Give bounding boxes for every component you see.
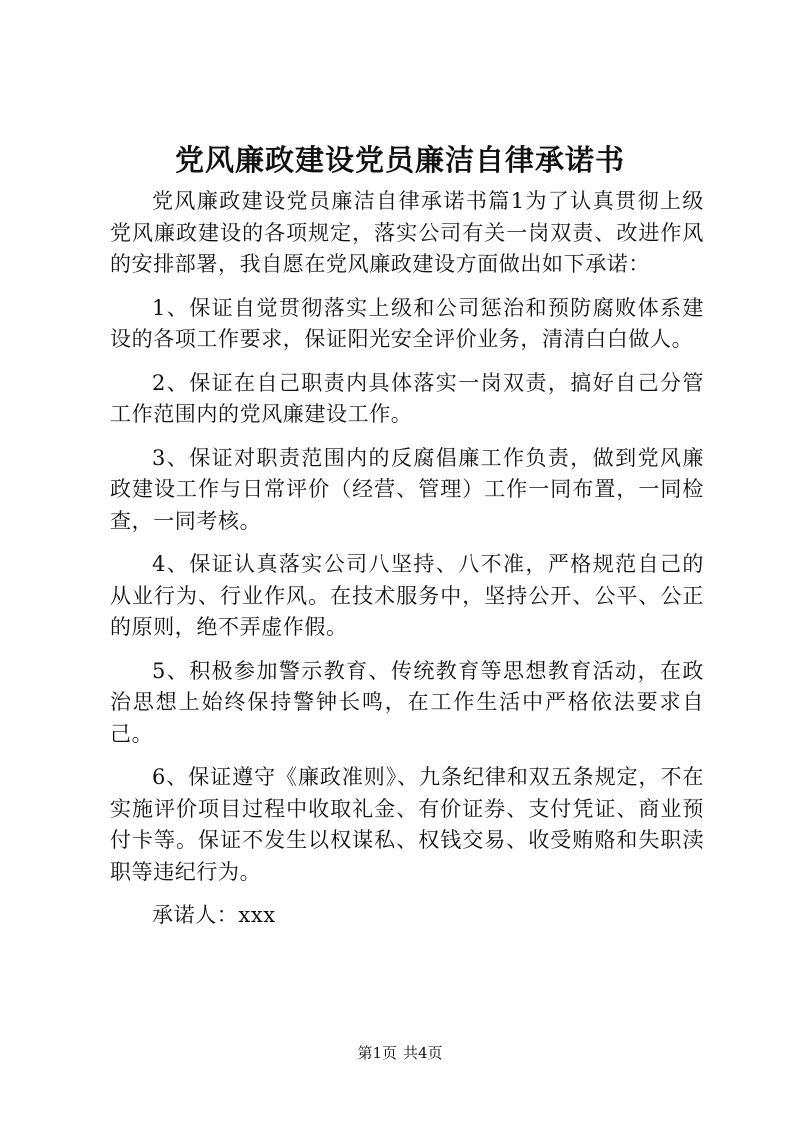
intro-paragraph: 党风廉政建设党员廉洁自律承诺书篇1为了认真贯彻上级党风廉政建设的各项规定，落实公司有关一岗双责、改进作风的安排部署，我自愿在党风廉政建设方面做出如下承诺：	[110, 189, 704, 276]
pledge-item-5: 5、积极参加警示教育、传统教育等思想教育活动，在政治思想上始终保持警钟长鸣，在工作生活中严格依法要求自己。	[110, 658, 704, 746]
page-footer	[0, 1043, 800, 1063]
pledge-item-6: 6、保证遵守《廉政准则》、九条纪律和双五条规定，不在实施评价项目过程中收取礼金、有价证券、支付凭证、商业预付卡等。保证不发生以权谋私、权钱交易、收受贿赂和失职渎职等违纪行为。	[110, 765, 704, 884]
page-number: 第1页	[357, 1044, 397, 1062]
signer-line: 承诺人：xxx	[152, 903, 276, 927]
pledge-item-2: 2、保证在自己职责内具体落实一岗双责，搞好自己分管工作范围内的党风廉建设工作。	[110, 370, 704, 426]
pledge-item-1: 1、保证自觉贯彻落实上级和公司惩治和预防腐败体系建设的各项工作要求，保证阳光安全评价业务，清清白白做人。	[110, 295, 704, 351]
pledge-item-3: 3、保证对职责范围内的反腐倡廉工作负责，做到党风廉政建设工作与日常评价（经营、管理）工作一同布置，一同检查，一同考核。	[110, 445, 704, 533]
document-title: 党风廉政建设党员廉洁自律承诺书	[174, 143, 625, 177]
document-body	[110, 186, 704, 932]
pledge-item-4: 4、保证认真落实公司八坚持、八不准，严格规范自己的从业行为、行业作风。在技术服务中，坚持公开、公平、公正的原则，绝不弄虚作假。	[110, 552, 704, 639]
page-total: 共4页	[403, 1044, 443, 1062]
